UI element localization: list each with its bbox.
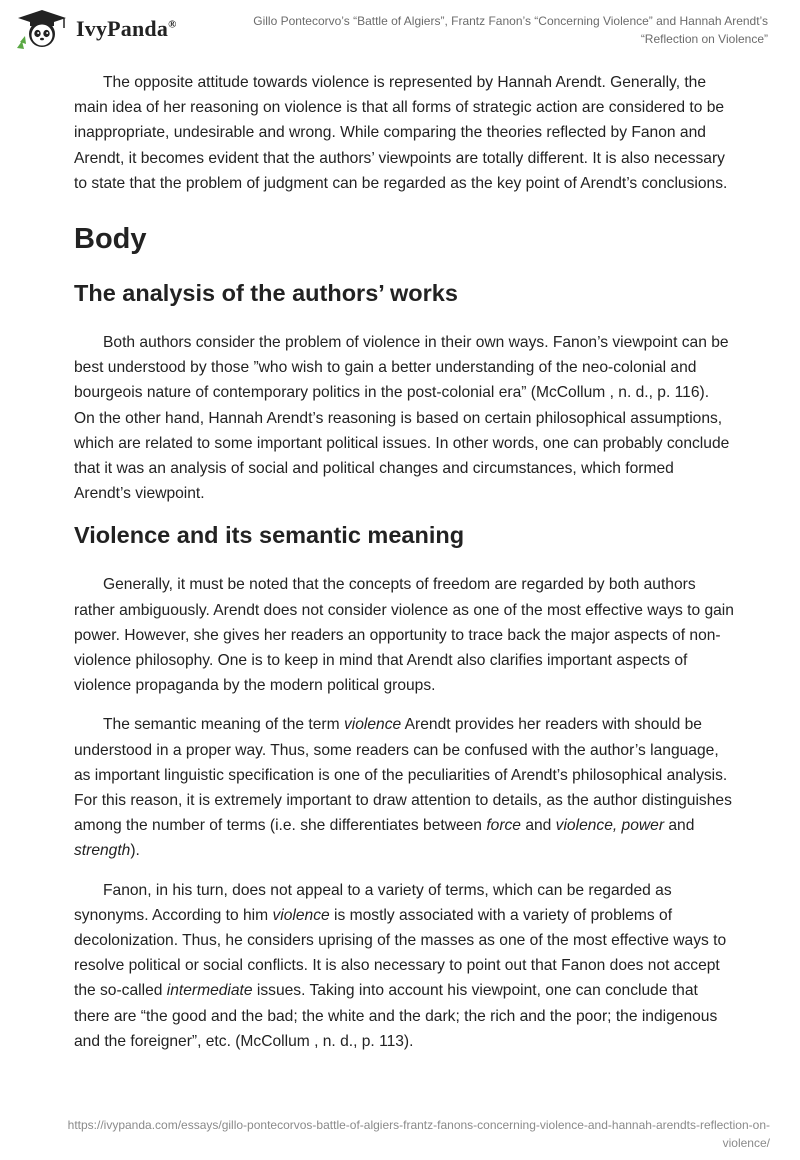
document-title: Gillo Pontecorvo’s “Battle of Algiers”, Frantz Fanon’s “Concerning Violence” and Hannah Arendt’s “Reflection on Violence” bbox=[253, 14, 768, 46]
essay-content bbox=[74, 70, 734, 1068]
body-heading: Body bbox=[74, 223, 147, 256]
section-heading-semantic: Violence and its semantic meaning bbox=[74, 522, 465, 549]
brand-logo[interactable] bbox=[14, 8, 177, 50]
analysis-paragraph: Both authors consider the problem of violence in their own ways. Fanon’s viewpoint can be best understood by those ”who wish to gain a better understanding of the neo-colonial and bourgeois nature of contemporary politics in the post-colonial era” (McCollum , n. d., p. 116). On the other hand, Hannah Arendt’s reasoning is based on certain philosophical assumptions, which are related to some important political issues. In other words, one can probably conclude that it was an analysis of social and political changes and circumstances, which formed Arendt’s viewpoint. bbox=[74, 334, 730, 503]
panda-logo-icon bbox=[14, 8, 70, 50]
page-header bbox=[0, 0, 800, 58]
brand-name: IvyPanda® bbox=[76, 16, 177, 41]
intro-paragraph: The opposite attitude towards violence is represented by Hannah Arendt. Generally, the main idea of her reasoning on violence is that all forms of strategic action are considered to be inappropriate, undesirable and wrong. While comparing the theories reflected by Fanon and Arendt, it becomes evident that the authors’ viewpoints are totally different. It is also necessary to state that the problem of judgment can be regarded as the key point of Arendt’s conclusions. bbox=[74, 74, 728, 192]
semantic-paragraph-2: The semantic meaning of the term violence Arendt provides her readers with should be understood in a proper way. Thus, some readers can be confused with the author’s language, as important linguistic specification is one of the peculiarities of Arendt’s philosophical analysis. For this reason, it is extremely important to draw attention to details, as the author distinguishes among the number of terms (i.e. she differentiates between force and violence, power and strength). bbox=[74, 716, 732, 860]
semantic-paragraph-1: Generally, it must be noted that the concepts of freedom are regarded by both authors rather ambiguously. Arendt does not consider violence as one of the most effective ways to gain power. However, she gives her readers an opportunity to trace back the major aspects of non-violence philosophy. One is to keep in mind that Arendt also clarifies important aspects of violence propaganda by the modern political groups. bbox=[74, 576, 734, 695]
section-heading-analysis: The analysis of the authors’ works bbox=[74, 280, 458, 307]
source-url[interactable]: https://ivypanda.com/essays/gillo-pontecorvos-battle-of-algiers-frantz-fanons-concerning-violence-and-hannah-arendts-reflection-on-violence/ bbox=[67, 1118, 770, 1150]
semantic-paragraph-3: Fanon, in his turn, does not appeal to a variety of terms, which can be regarded as synonyms. According to him violence is mostly associated with a variety of problems of decolonization. Thus, he considers uprising of the masses as one of the most effective ways to resolve political or social conflicts. It is also necessary to point out that Fanon does not accept the so-called intermediate issues. Taking into account his viewpoint, one can conclude that there are “the good and the bad; the white and the dark; the rich and the poor; the indigenous and the foreigner”, etc. (McCollum , n. d., p. 113). bbox=[74, 881, 727, 1050]
